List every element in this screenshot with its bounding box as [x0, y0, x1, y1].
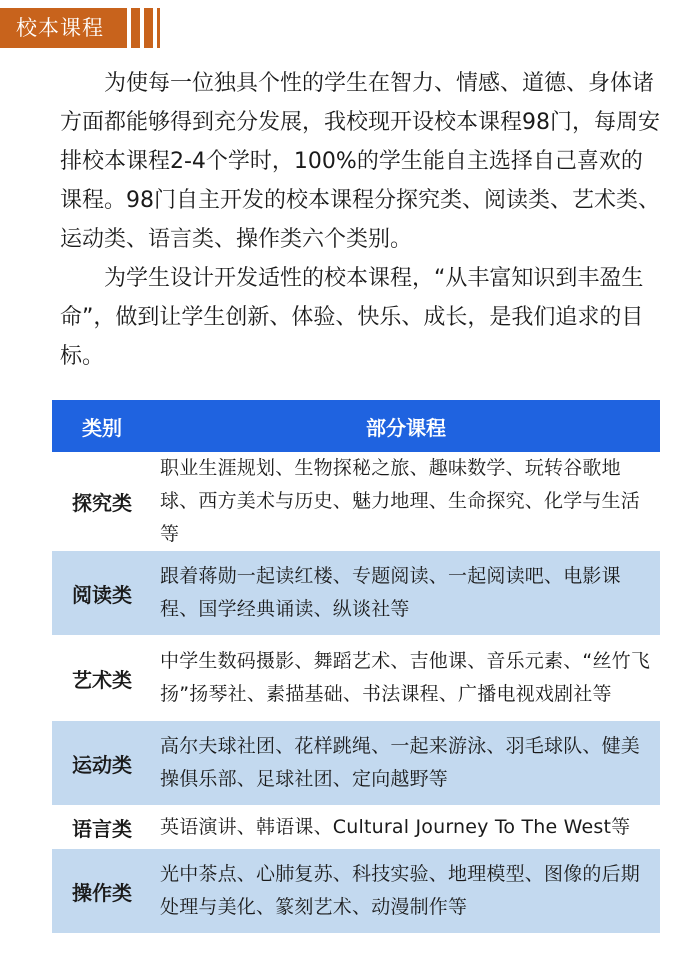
- table-row: [52, 721, 660, 805]
- row-courses: 中学生数码摄影、舞蹈艺术、吉他课、音乐元素、“丝竹飞扬”扬琴社、素描基础、书法课程、广播电视戏剧社等: [152, 635, 660, 721]
- header-stripe-decoration: [157, 8, 160, 48]
- intro-paragraph-2: 为学生设计开发适性的校本课程，“从丰富知识到丰盈生命”，做到让学生创新、体验、快乐、成长，是我们追求的目标。: [60, 266, 644, 369]
- table-row: [52, 805, 660, 849]
- table-row: [52, 849, 660, 933]
- row-courses: 高尔夫球社团、花样跳绳、一起来游泳、羽毛球队、健美操俱乐部、足球社团、定向越野等: [152, 721, 660, 805]
- row-courses: 光中茶点、心肺复苏、科技实验、地理模型、图像的后期处理与美化、篆刻艺术、动漫制作等: [152, 849, 660, 933]
- header-category: 类别: [52, 400, 152, 452]
- intro-paragraph-1: 为使每一位独具个性的学生在智力、情感、道德、身体诸方面都能够得到充分发展，我校现开设校本课程98门，每周安排校本课程2-4个学时，100%的学生能自主选择自己喜欢的课程。98门自主开发的校本课程分探究类、阅读类、艺术类、运动类、语言类、操作类六个类别。: [60, 71, 660, 252]
- row-courses: 跟着蒋勋一起读红楼、专题阅读、一起阅读吧、电影课程、国学经典诵读、纵谈社等: [152, 551, 660, 635]
- row-category: 艺术类: [52, 635, 152, 721]
- table-row: [52, 635, 660, 721]
- row-category: 语言类: [52, 805, 152, 849]
- intro-text: [60, 64, 660, 376]
- row-courses: 英语演讲、韩语课、Cultural Journey To The West等: [152, 805, 660, 849]
- header-stripe-decoration: [144, 8, 153, 48]
- row-category: 操作类: [52, 849, 152, 933]
- table-row: [52, 452, 660, 551]
- row-category: 阅读类: [52, 551, 152, 635]
- row-category: 探究类: [52, 452, 152, 551]
- section-title: 校本课程: [0, 8, 127, 48]
- section-header: [0, 8, 170, 48]
- row-courses: 职业生涯规划、生物探秘之旅、趣味数学、玩转谷歌地球、西方美术与历史、魅力地理、生命探究、化学与生活等: [152, 452, 660, 551]
- header-stripe-decoration: [131, 8, 140, 48]
- row-category: 运动类: [52, 721, 152, 805]
- table-header-row: [52, 400, 660, 452]
- course-table: [52, 400, 660, 933]
- header-courses: 部分课程: [152, 400, 660, 452]
- table-row: [52, 551, 660, 635]
